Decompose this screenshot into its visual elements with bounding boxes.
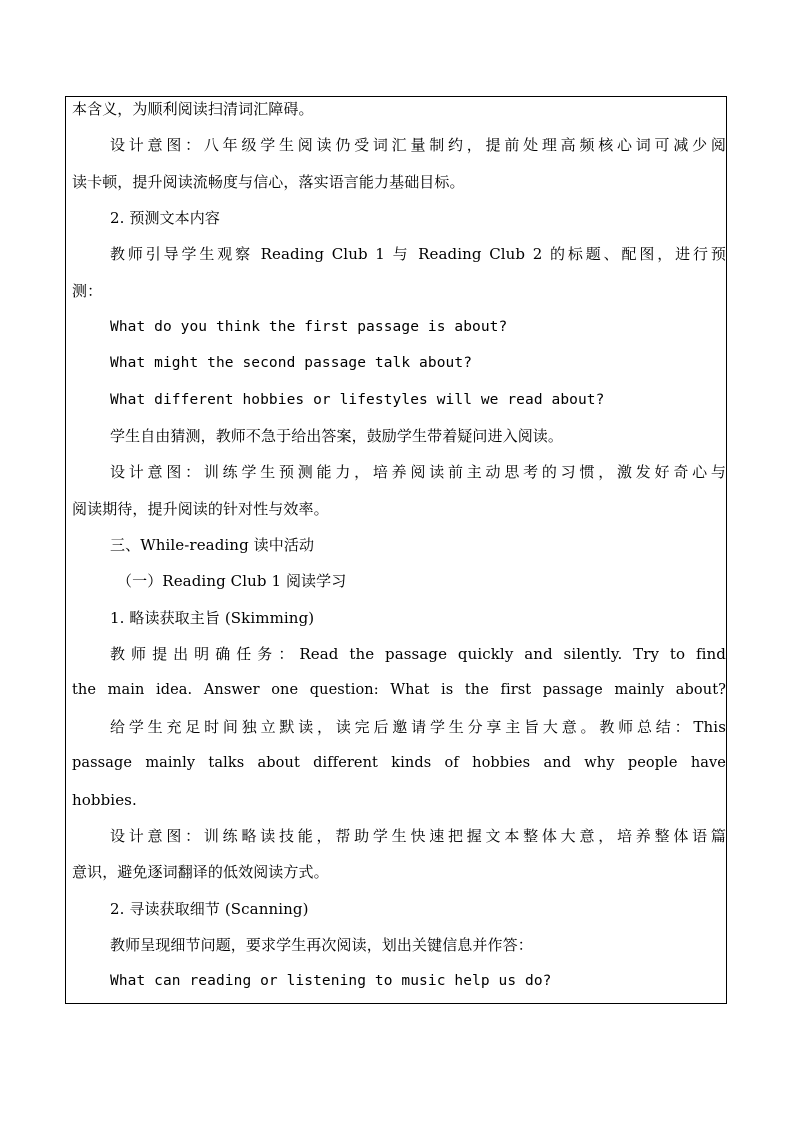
subsection-heading: （一）Reading Club 1 阅读学习 bbox=[117, 572, 347, 590]
text-line: 读卡顿，提升阅读流畅度与信心，落实语言能力基础目标。 bbox=[72, 173, 465, 191]
text-line: 本含义，为顺利阅读扫清词汇障碍。 bbox=[72, 100, 314, 118]
heading: 2. 预测文本内容 bbox=[110, 209, 220, 227]
question: What different hobbies or lifestyles will we read about? bbox=[110, 392, 605, 408]
question: What do you think the first passage is about? bbox=[110, 319, 508, 335]
text-line: 设计意图：训练略读技能，帮助学生快速把握文本整体大意，培养整体语篇 bbox=[110, 827, 726, 845]
question: What might the second passage talk about? bbox=[110, 355, 473, 371]
text-line: 给学生充足时间独立默读，读完后邀请学生分享主旨大意。教师总结：This bbox=[110, 718, 726, 736]
text-line: the main idea. Answer one question: What is the first passage mainly about? bbox=[72, 682, 726, 698]
text-line: 教师引导学生观察 Reading Club 1 与 Reading Club 2 的标题、配图，进行预 bbox=[110, 245, 726, 263]
text-line: 意识，避免逐词翻译的低效阅读方式。 bbox=[72, 863, 329, 881]
text-line: 测： bbox=[72, 282, 103, 300]
text-line: 设计意图：训练学生预测能力，培养阅读前主动思考的习惯，激发好奇心与 bbox=[110, 463, 726, 481]
question: What can reading or listening to music help us do? bbox=[110, 973, 552, 989]
text-line: 设计意图：八年级学生阅读仍受词汇量制约，提前处理高频核心词可减少阅 bbox=[110, 136, 726, 154]
heading: 2. 寻读获取细节 (Scanning) bbox=[110, 900, 309, 918]
text-line: 教师提出明确任务：Read the passage quickly and silently. Try to find bbox=[110, 645, 726, 663]
text-line: 教师呈现细节问题，要求学生再次阅读，划出关键信息并作答： bbox=[110, 936, 533, 954]
text-line: 阅读期待，提升阅读的针对性与效率。 bbox=[72, 500, 329, 518]
heading: 1. 略读获取主旨 (Skimming) bbox=[110, 609, 315, 627]
section-heading: 三、While-reading 读中活动 bbox=[110, 536, 315, 554]
text-line: hobbies. bbox=[72, 791, 137, 809]
text-line: 学生自由猜测，教师不急于给出答案，鼓励学生带着疑问进入阅读。 bbox=[110, 427, 564, 445]
text-line: passage mainly talks about different kinds of hobbies and why people have bbox=[72, 755, 726, 771]
